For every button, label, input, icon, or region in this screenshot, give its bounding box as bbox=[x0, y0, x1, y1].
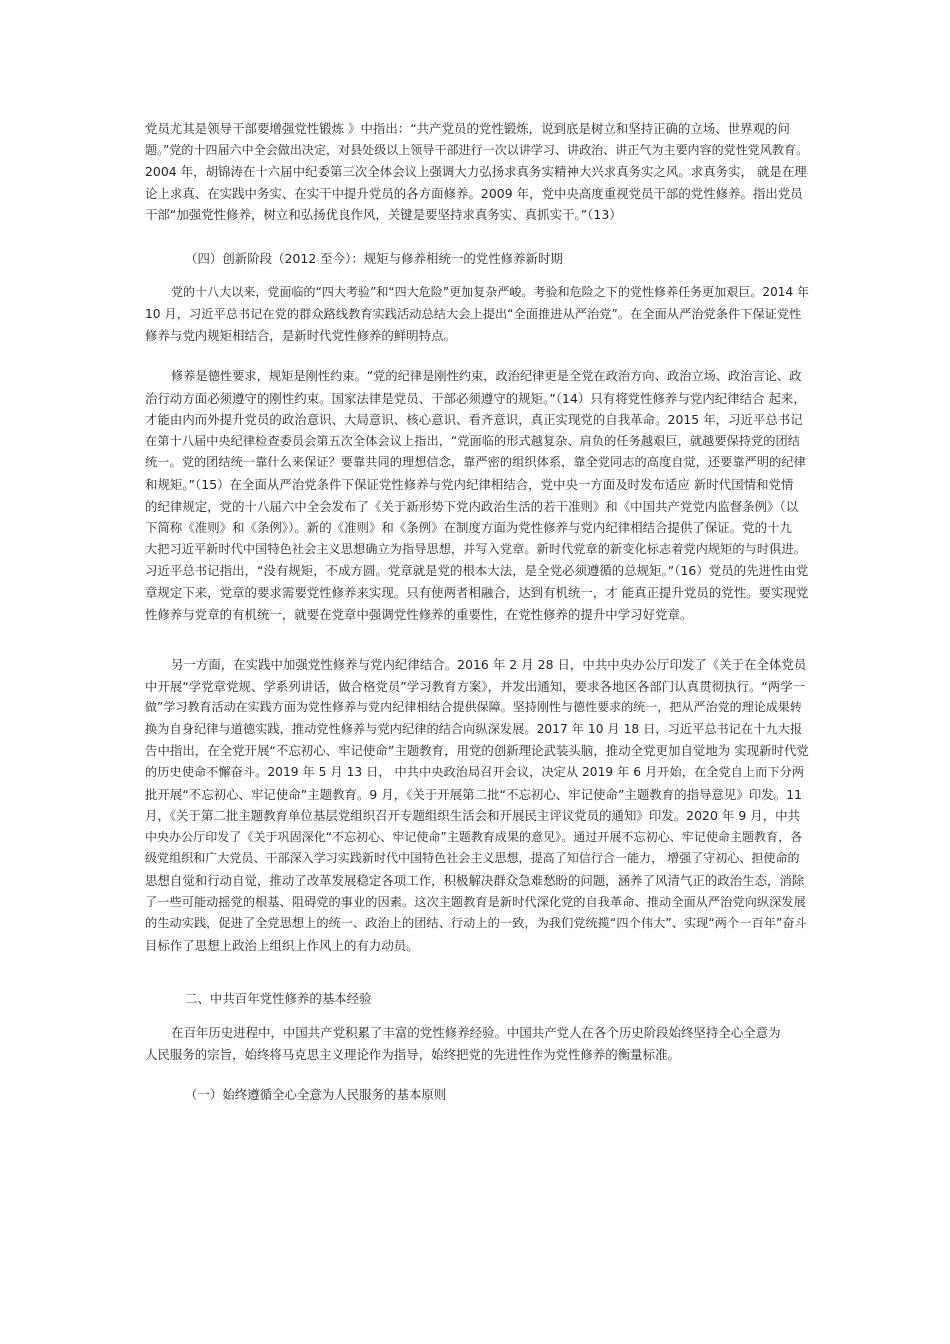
text-line: 在第十八届中央纪律检查委员会第五次全体会议上指出，“党面临的形式越复杂、肩负的任务越艰巨，就越要保持党的团结 bbox=[145, 433, 800, 448]
text-line: 习近平总书记指出，“没有规矩，不成方圆。党章就是党的根本大法，是全党必须遵循的总规矩。”（16）党员的先进性由党 bbox=[145, 563, 809, 579]
text-line: 修养与党内规矩相结合，是新时代党性修养的鲜明特点。 bbox=[145, 328, 457, 344]
text-line: 统一。党的团结统一靠什么来保证？要靠共同的理想信念，靠严密的组织体系，靠全党同志的高度自觉，还要靠严明的纪律 bbox=[145, 455, 806, 470]
paragraph bbox=[145, 366, 809, 625]
text-line: 人民服务的宗旨，始终将马克思主义理论作为指导，始终把党的先进性作为党性修养的衡量标准。 bbox=[145, 1046, 680, 1062]
text-line: 党的十八大以来，党面临的“四大考验”和“四大危险”更加复杂严峻。考验和危险之下的党性修养任务更加艰巨。2014 年 bbox=[171, 285, 810, 299]
text-line: 和规矩。”（15）在全面从严治党条件下保证党性修养与党内纪律相结合，党中央一方面及时发布适应 新时代国情和党情 bbox=[145, 476, 794, 492]
heading-text: （四）创新阶段（2012 至今）：规矩与修养相统一的党性修养新时期 bbox=[185, 251, 563, 266]
section-heading-basic-experience bbox=[145, 988, 809, 1010]
text-line: 修养是德性要求，规矩是刚性约束。“党的纪律是刚性约束，政治纪律更是全党在政治方向、政治立场、政治言论、政 bbox=[171, 369, 802, 383]
paragraph bbox=[145, 654, 809, 956]
subsection-heading-serve-people bbox=[145, 1084, 809, 1106]
heading-text: （一）始终遵循全心全意为人民服务的基本原则 bbox=[185, 1087, 447, 1102]
text-line: 级党组织和广大党员、干部深入学习实践新时代中国特色社会主义思想，提高了知信行合一能力， 增强了守初心、担使命的 bbox=[145, 851, 800, 866]
text-line: 性修养与党章的有机统一，就要在党章中强调党性修养的重要性，在党性修养的提升中学习好党章。 bbox=[145, 606, 693, 622]
text-line: 的生动实践，促进了全党思想上的统一、政治上的团结、行动上的一致，为我们党统揽“四个伟大”、实现“两个一百年”奋斗 bbox=[145, 916, 807, 931]
text-line: 章规定下来，党章的要求需要党性修养来实现。只有使两者相融合，达到有机统一，才 能真正提升党员的党性。要实现党 bbox=[145, 584, 809, 600]
text-line: 在百年历史进程中，中国共产党积累了丰富的党性修养经验。中国共产党人在各个历史阶段始终坚持全心全意为 bbox=[171, 1025, 781, 1040]
text-line: 10 月，习近平总书记在党的群众路线教育实践活动总结大会上提出“全面推进从严治党”。在全面从严治党条件下保证党性 bbox=[145, 306, 802, 321]
text-line: 批开展“不忘初心、牢记使命”主题教育。9 月，《关于开展第二批“不忘初心、牢记使命”主题教育的指导意见》印发。11 bbox=[145, 786, 803, 802]
text-line: 思想自觉和行动自觉，推动了改革发展稳定各项工作，积极解决群众急难愁盼的问题，涵养了风清气正的政治生态，消除 bbox=[145, 872, 805, 888]
text-line: 治行动方面必须遵守的刚性约束。国家法律是党员、干部必须遵守的规矩。”（14）只有将党性修养与党内纪律结合 起来， bbox=[145, 390, 806, 406]
text-line: 论上求真、在实践中务实、在实干中提升党员的各方面修养。2009 年，党中央高度重视党员干部的党性修养。指出党员 bbox=[145, 185, 803, 201]
text-line: 2004 年，胡锦涛在十六届中纪委第三次全体会议上强调大力弘扬求真务实精神大兴求真务实之风。求真务实， 就是在理 bbox=[145, 164, 807, 180]
paragraph bbox=[145, 282, 809, 347]
text-line: 党员尤其是领导干部要增强党性锻炼 》中指出：“共产党员的党性锻炼，说到底是树立和坚持正确的立场、世界观的问 bbox=[145, 121, 790, 136]
text-line: 下简称《准则》和《条例》）。新的《准则》和《条例》在制度方面为党性修养与党内纪律相结合提供了保证。党的十九 bbox=[145, 520, 792, 536]
text-line: 做”学习教育活动在实践方面为党性修养与党内纪律相结合提供保障。坚持刚性与德性要求的统一，把从严治党的理论成果转 bbox=[145, 700, 802, 715]
text-line: 才能由内而外提升党员的政治意识、大局意识、核心意识、看齐意识，真正实现党的自我革命。2015 年，习近平总书记 bbox=[145, 412, 803, 428]
text-line: 中开展“学党章党规、学系列讲话，做合格党员”学习教育方案》，并发出通知，要求各地区各部门认真贯彻执行。“两学一 bbox=[145, 678, 806, 694]
section-heading-innovation-stage bbox=[145, 248, 809, 270]
paragraph bbox=[145, 1022, 809, 1065]
heading-text: 二、中共百年党性修养的基本经验 bbox=[185, 991, 372, 1006]
text-line: 目标作了思想上政治上组织上作风上的有力动员。 bbox=[145, 937, 419, 953]
paragraph-continuation bbox=[145, 118, 809, 226]
text-line: 干部“加强党性修养，树立和弘扬优良作风，关键是要坚持求真务实、真抓实干。”（13） bbox=[145, 207, 622, 223]
text-line: 告中指出，在全党开展“不忘初心、牢记使命”主题教育，用党的创新理论武装头脑，推动全党更加自觉地为 实现新时代党 bbox=[145, 743, 809, 759]
text-line: 月，《关于第二批主题教育单位基层党组织召开专题组织生活会和开展民主评议党员的通知》印发。2020 年 9 月，中共 bbox=[145, 808, 801, 824]
text-line: 的纪律规定，党的十八届六中全会发布了《关于新形势下党内政治生活的若干准则》和《中国共产党党内监督条例》（以 bbox=[145, 498, 799, 514]
text-line: 中央办公厅印发了《关于巩固深化“不忘初心、牢记使命”主题教育成果的意见》。通过开展不忘初心、牢记使命主题教育，各 bbox=[145, 829, 803, 844]
text-line: 大把习近平新时代中国特色社会主义思想确立为指导思想，并写入党章。新时代党章的新变化标志着党内规矩的与时俱进。 bbox=[145, 541, 806, 556]
text-line: 了一些可能动摇党的根基、阻碍党的事业的因素。这次主题教育是新时代深化党的自我革命、推动全面从严治党向纵深发展 bbox=[145, 894, 806, 909]
text-line: 换为自身纪律与道德实践，推动党性修养与党内纪律的结合向纵深发展。2017 年 10 月 18 日，习近平总书记在十九大报 bbox=[145, 721, 803, 736]
text-line: 的历史使命不懈奋斗。2019 年 5 月 13 日， 中共中央政治局召开会议，决定从 2019 年 6 月开始，在全党自上而下分两 bbox=[145, 764, 805, 779]
text-line: 另一方面，在实践中加强党性修养与党内纪律结合。2016 年 2 月 28 日，中共中央办公厅印发了《关于在全体党员 bbox=[171, 657, 807, 672]
text-line: 题。”党的十四届六中全会做出决定，对县处级以上领导干部进行一次以讲学习、讲政治、讲正气为主要内容的党性党风教育。 bbox=[145, 142, 809, 157]
